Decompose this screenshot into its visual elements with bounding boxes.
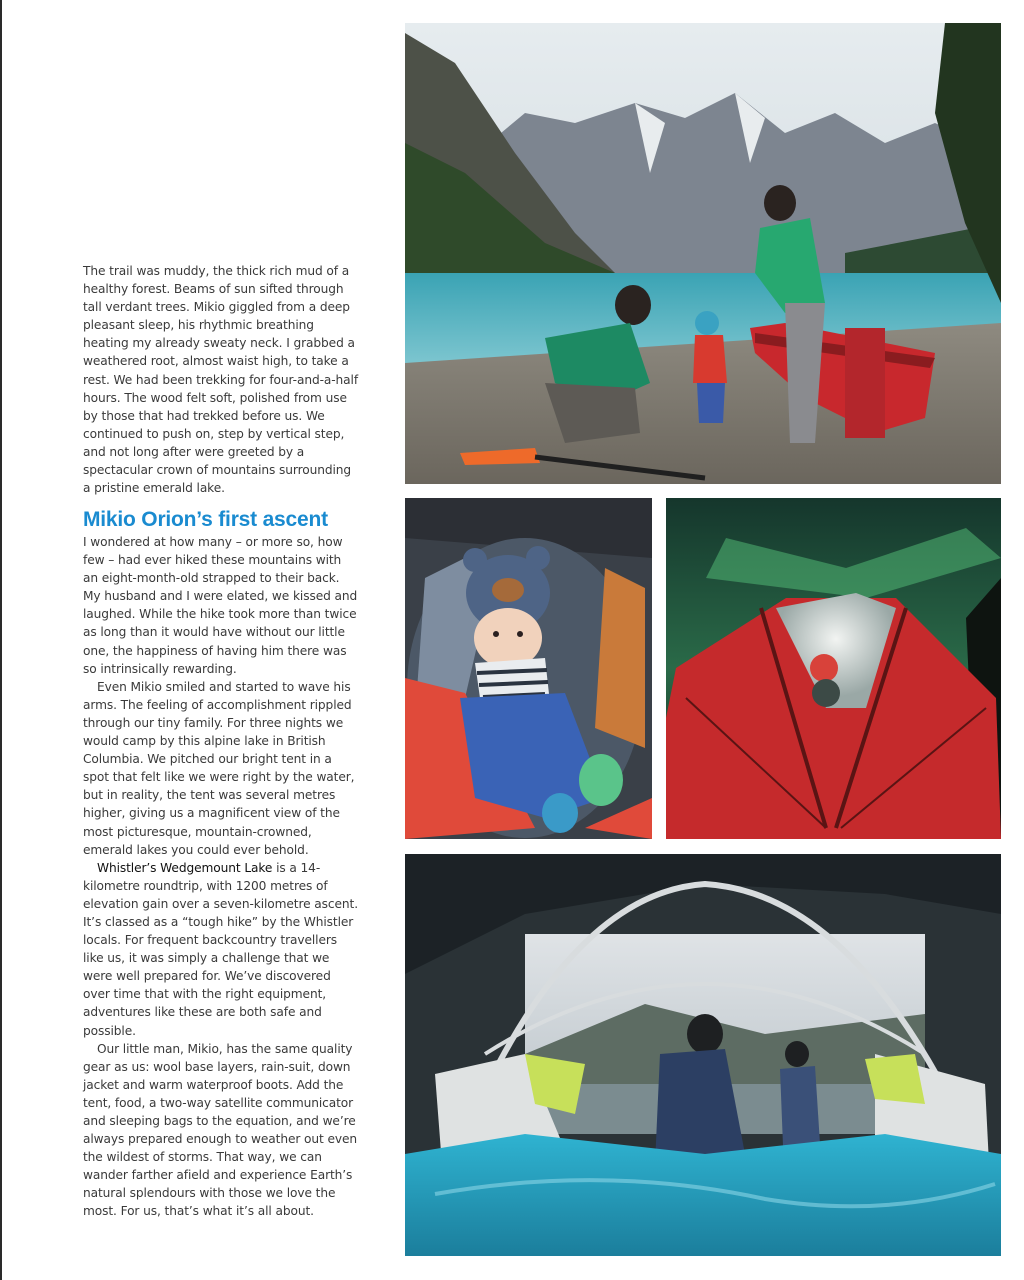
lake-canoe-family-photo [405,23,1001,484]
paragraph-1: I wondered at how many – or more so, how few – had ever hiked these mountains with an eight-month-old strapped to their back. My husband and I were elated, we kissed and laughed. While the hike took more than twice as long than it would have without our little one, the happiness of having him there was so intrinsically rewarding. [83,535,358,676]
paragraph-4: Our little man, Mikio, has the same quality gear as us: wool base layers, rain-suit, down jacket and warm waterproof boots. Add the tent, food, a two-way satellite communicator and sleeping bags to the equation, and we’re always prepared enough to weather out even the wildest of storms. That way, we can wander farther afield and experience Earth’s natural splendours with those we love the most. For us, that’s what it’s all about. [83,1041,357,1219]
page-edge [0,0,2,1280]
article-body [83,533,358,1221]
section-heading: Mikio Orion’s first ascent [83,508,328,531]
paragraph-3-text: is a 14-kilometre roundtrip, with 1200 metres of elevation gain over a seven-kilometre ascent. It’s classed as a “tough hike” by the Whistler locals. For frequent backcountry travellers like us, it was simply a challenge that we were well prepared for. We’ve discovered over time that with the right equipment, adventures like these are both safe and possible. [83,860,358,1038]
paragraph-3 [83,859,358,1040]
tent-interior-lake-view-photo [405,854,1001,1256]
location-name: Whistler’s Wedgemount Lake [97,860,273,875]
baby-in-sleeping-bag-photo [405,498,652,839]
aurora-tent-photo [666,498,1001,839]
article-intro [83,262,358,497]
intro-paragraph: The trail was muddy, the thick rich mud of a healthy forest. Beams of sun sifted through tall verdant trees. Mikio giggled from a deep pleasant sleep, his rhythmic breathing heating my already sweaty neck. I grabbed a weathered root, almost waist high, to take a rest. We had been trekking for four-and-a-half hours. The wood felt soft, polished from use by those that had trekked before us. We continued to push on, step by vertical step, and not long after were greeted by a spectacular crown of mountains surrounding a pristine emerald lake. [83,264,359,496]
paragraph-2: Even Mikio smiled and started to wave his arms. The feeling of accomplishment rippled through our tiny family. For three nights we would camp by this alpine lake in British Columbia. We pitched our bright tent in a spot that felt like we were right by the water, but in reality, the tent was several metres higher, giving us a magnificent view of the most picturesque, mountain-crowned, emerald lakes you could ever behold. [83,679,355,857]
